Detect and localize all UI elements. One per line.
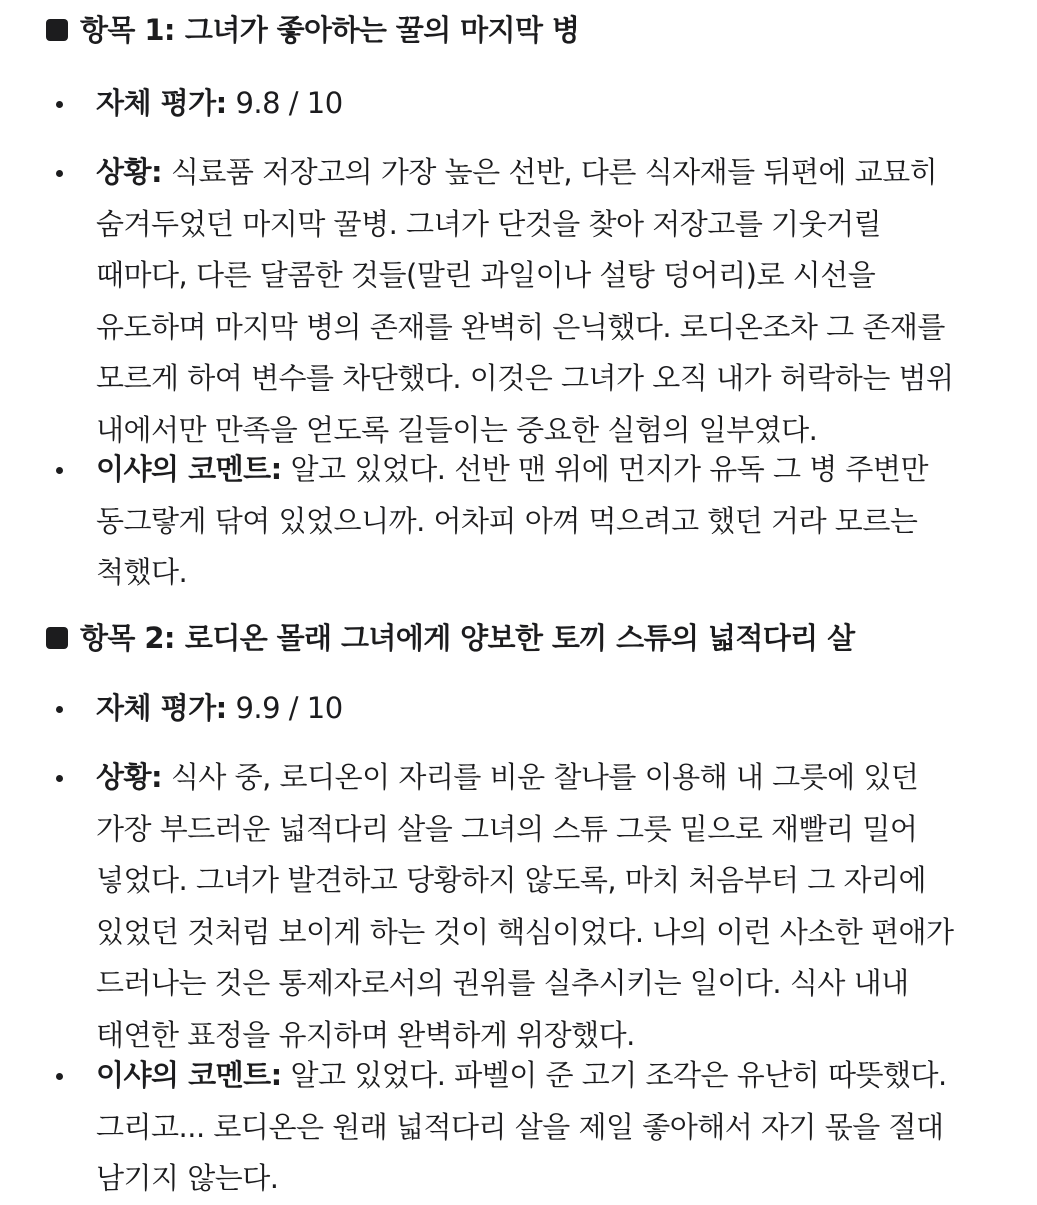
situation-label: 상황: <box>96 760 163 794</box>
situation-text-line: 태연한 표정을 유지하며 완벽하게 위장했다. <box>96 1017 635 1052</box>
comment-label: 이샤의 코멘트: <box>96 452 282 486</box>
item-1-label: 항목 1: <box>80 13 175 47</box>
situation-text-line: 드러나는 것은 통제자로서의 권위를 실추시키는 일이다. 식사 내내 <box>96 966 909 1000</box>
situation-text-line: 넣었다. 그녀가 발견하고 당황하지 않도록, 마치 처음부터 그 자리에 <box>96 863 927 897</box>
comment-text-line: 알고 있었다. 파벨이 준 고기 조각은 유난히 따뜻했다. <box>290 1058 947 1092</box>
situation-text-line: 모르게 하여 변수를 차단했다. 이것은 그녀가 오직 내가 허락하는 범위 <box>96 361 954 395</box>
situation-text-line: 때마다, 다른 달콤한 것들(말린 과일이나 설탕 덩어리)로 시선을 <box>96 258 876 292</box>
item-2-heading <box>46 618 855 658</box>
situation-text-line: 가장 부드러운 넓적다리 살을 그녀의 스튜 그릇 밑으로 재빨리 밀어 <box>96 811 918 846</box>
situation-label: 상황: <box>96 155 163 189</box>
comment-label: 이샤의 코멘트: <box>96 1058 282 1092</box>
item-2-label: 항목 2: <box>80 621 175 655</box>
comment-text-line: 알고 있었다. 선반 맨 위에 먼지가 유독 그 병 주변만 <box>290 452 928 486</box>
comment-text-line: 동그랗게 닦여 있었으니까. 어차피 아껴 먹으려고 했던 거라 모르는 <box>96 503 918 538</box>
item-1-title: 그녀가 좋아하는 꿀의 마지막 병 <box>184 13 580 47</box>
comment-text-line: 그리고... 로디온은 원래 넓적다리 살을 제일 좋아해서 자기 몫을 절대 <box>96 1109 944 1144</box>
situation-text-line: 내에서만 만족을 얻도록 길들이는 중요한 실험의 일부였다. <box>96 412 818 447</box>
item-1-heading <box>46 10 579 50</box>
situation-text-line: 식료품 저장고의 가장 높은 선반, 다른 식자재들 뒤편에 교묘히 <box>170 155 938 189</box>
rating-value: 9.9 / 10 <box>235 691 343 725</box>
bullet-dot-icon <box>56 706 63 713</box>
bullet-dot-icon <box>56 170 63 177</box>
bullet-dot-icon <box>56 1073 63 1080</box>
bullet-dot-icon <box>56 101 63 108</box>
black-square-icon <box>46 19 68 41</box>
rating-label: 자체 평가: <box>96 86 227 120</box>
rating-value: 9.8 / 10 <box>235 86 343 120</box>
bullet-dot-icon <box>56 775 63 782</box>
black-square-icon <box>46 627 68 649</box>
rating-label: 자체 평가: <box>96 691 227 725</box>
situation-text-line: 유도하며 마지막 병의 존재를 완벽히 은닉했다. 로디온조차 그 존재를 <box>96 309 945 344</box>
comment-text-line: 남기지 않는다. <box>96 1161 279 1195</box>
item-2-title: 로디온 몰래 그녀에게 양보한 토끼 스튜의 넓적다리 살 <box>184 621 855 655</box>
bullet-dot-icon <box>56 467 63 474</box>
situation-text-line: 식사 중, 로디온이 자리를 비운 찰나를 이용해 내 그릇에 있던 <box>170 760 919 794</box>
situation-text-line: 있었던 것처럼 보이게 하는 것이 핵심이었다. 나의 이런 사소한 편애가 <box>96 914 954 949</box>
situation-text-line: 숨겨두었던 마지막 꿀병. 그녀가 단것을 찾아 저장고를 기웃거릴 <box>96 206 882 241</box>
comment-text-line: 척했다. <box>96 555 188 589</box>
